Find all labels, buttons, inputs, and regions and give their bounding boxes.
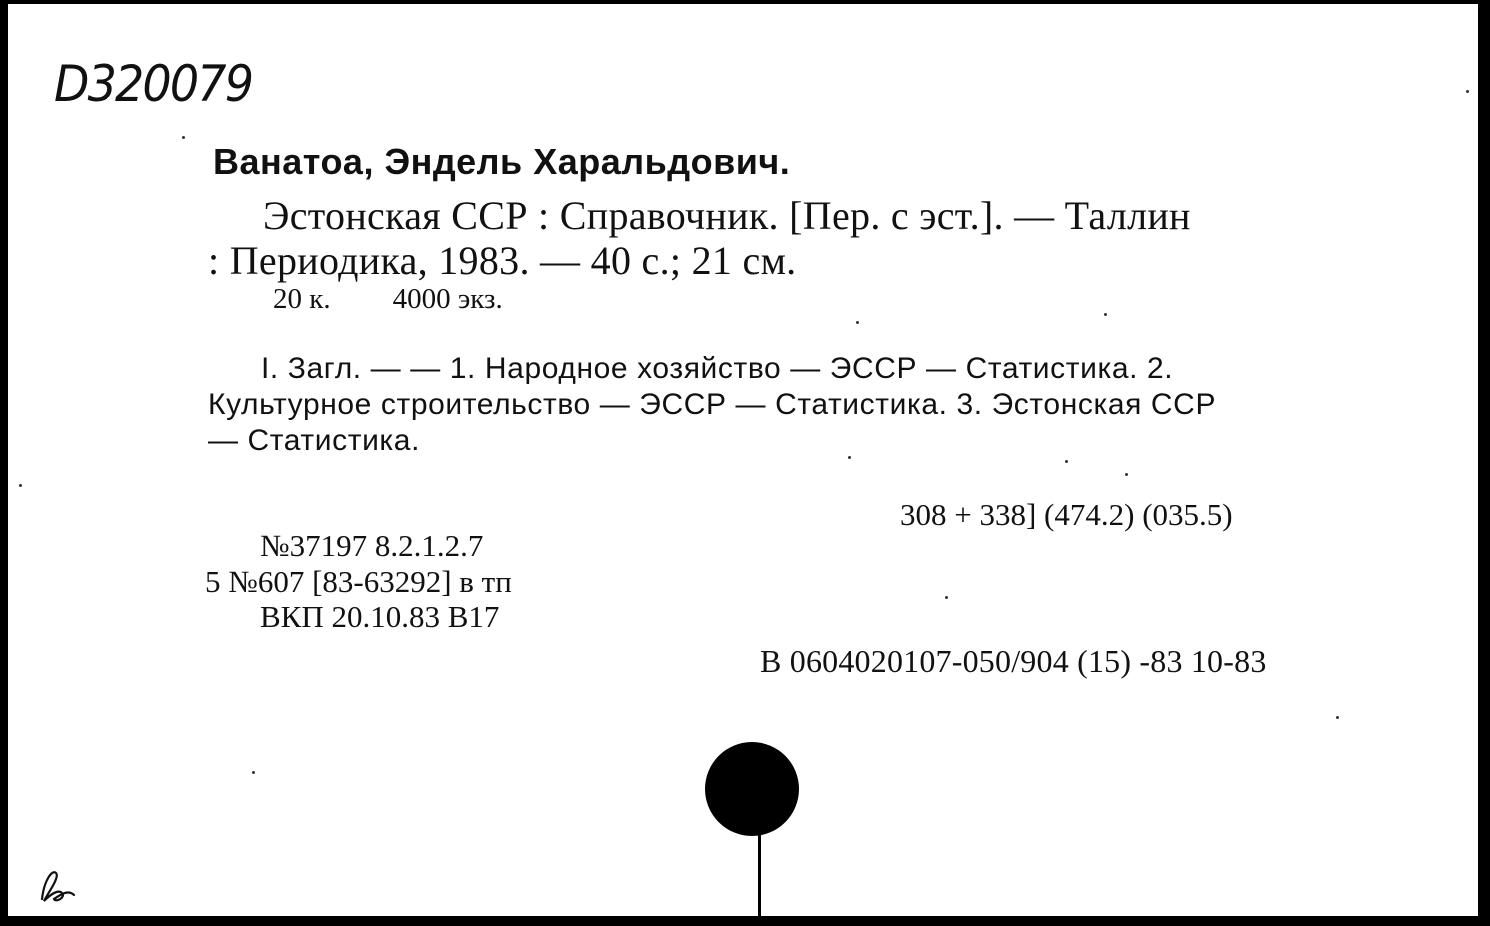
speck bbox=[945, 596, 948, 599]
speck bbox=[182, 136, 185, 139]
classification-index: 308 + 338] (474.2) (035.5) bbox=[900, 497, 1233, 532]
punch-hole-slit bbox=[758, 830, 761, 916]
speck bbox=[19, 484, 22, 487]
service-line-1: №37197 8.2.1.2.7 bbox=[260, 528, 484, 563]
tracings-line-3: — Статистика. bbox=[208, 424, 421, 457]
speck bbox=[252, 771, 255, 774]
punch-hole bbox=[705, 742, 799, 836]
speck bbox=[1125, 473, 1128, 476]
title-line-1: Эстонская ССР : Справочник. [Пер. с эст.]. — Таллин bbox=[263, 193, 1191, 238]
speck bbox=[1336, 716, 1339, 719]
price-line bbox=[273, 285, 503, 314]
speck bbox=[1104, 313, 1107, 316]
inventory-number: D320079 bbox=[54, 55, 253, 113]
speck bbox=[1065, 460, 1068, 463]
tracings-line-2: Культурное строительство — ЭССР — Статистика. 3. Эстонская ССР bbox=[208, 388, 1217, 421]
price: 20 к. bbox=[273, 283, 331, 315]
tracings-line-1: I. Загл. — — 1. Народное хозяйство — ЭССР — Статистика. 2. bbox=[261, 352, 1174, 385]
title-line-2: : Периодика, 1983. — 40 с.; 21 см. bbox=[208, 238, 797, 283]
author-heading: Ванатоа, Эндель Харальдович. bbox=[213, 141, 791, 182]
speck bbox=[848, 456, 851, 459]
speck bbox=[856, 321, 859, 324]
handwritten-mark-icon bbox=[34, 859, 84, 909]
service-line-3: ВКП 20.10.83 В17 bbox=[260, 599, 500, 634]
copies: 4000 экз. bbox=[392, 283, 503, 315]
publisher-code: В 0604020107-050/904 (15) -83 10-83 bbox=[760, 643, 1267, 679]
speck bbox=[1466, 90, 1469, 93]
service-line-2: 5 №607 [83-63292] в тп bbox=[205, 564, 512, 599]
catalog-card bbox=[8, 4, 1478, 916]
